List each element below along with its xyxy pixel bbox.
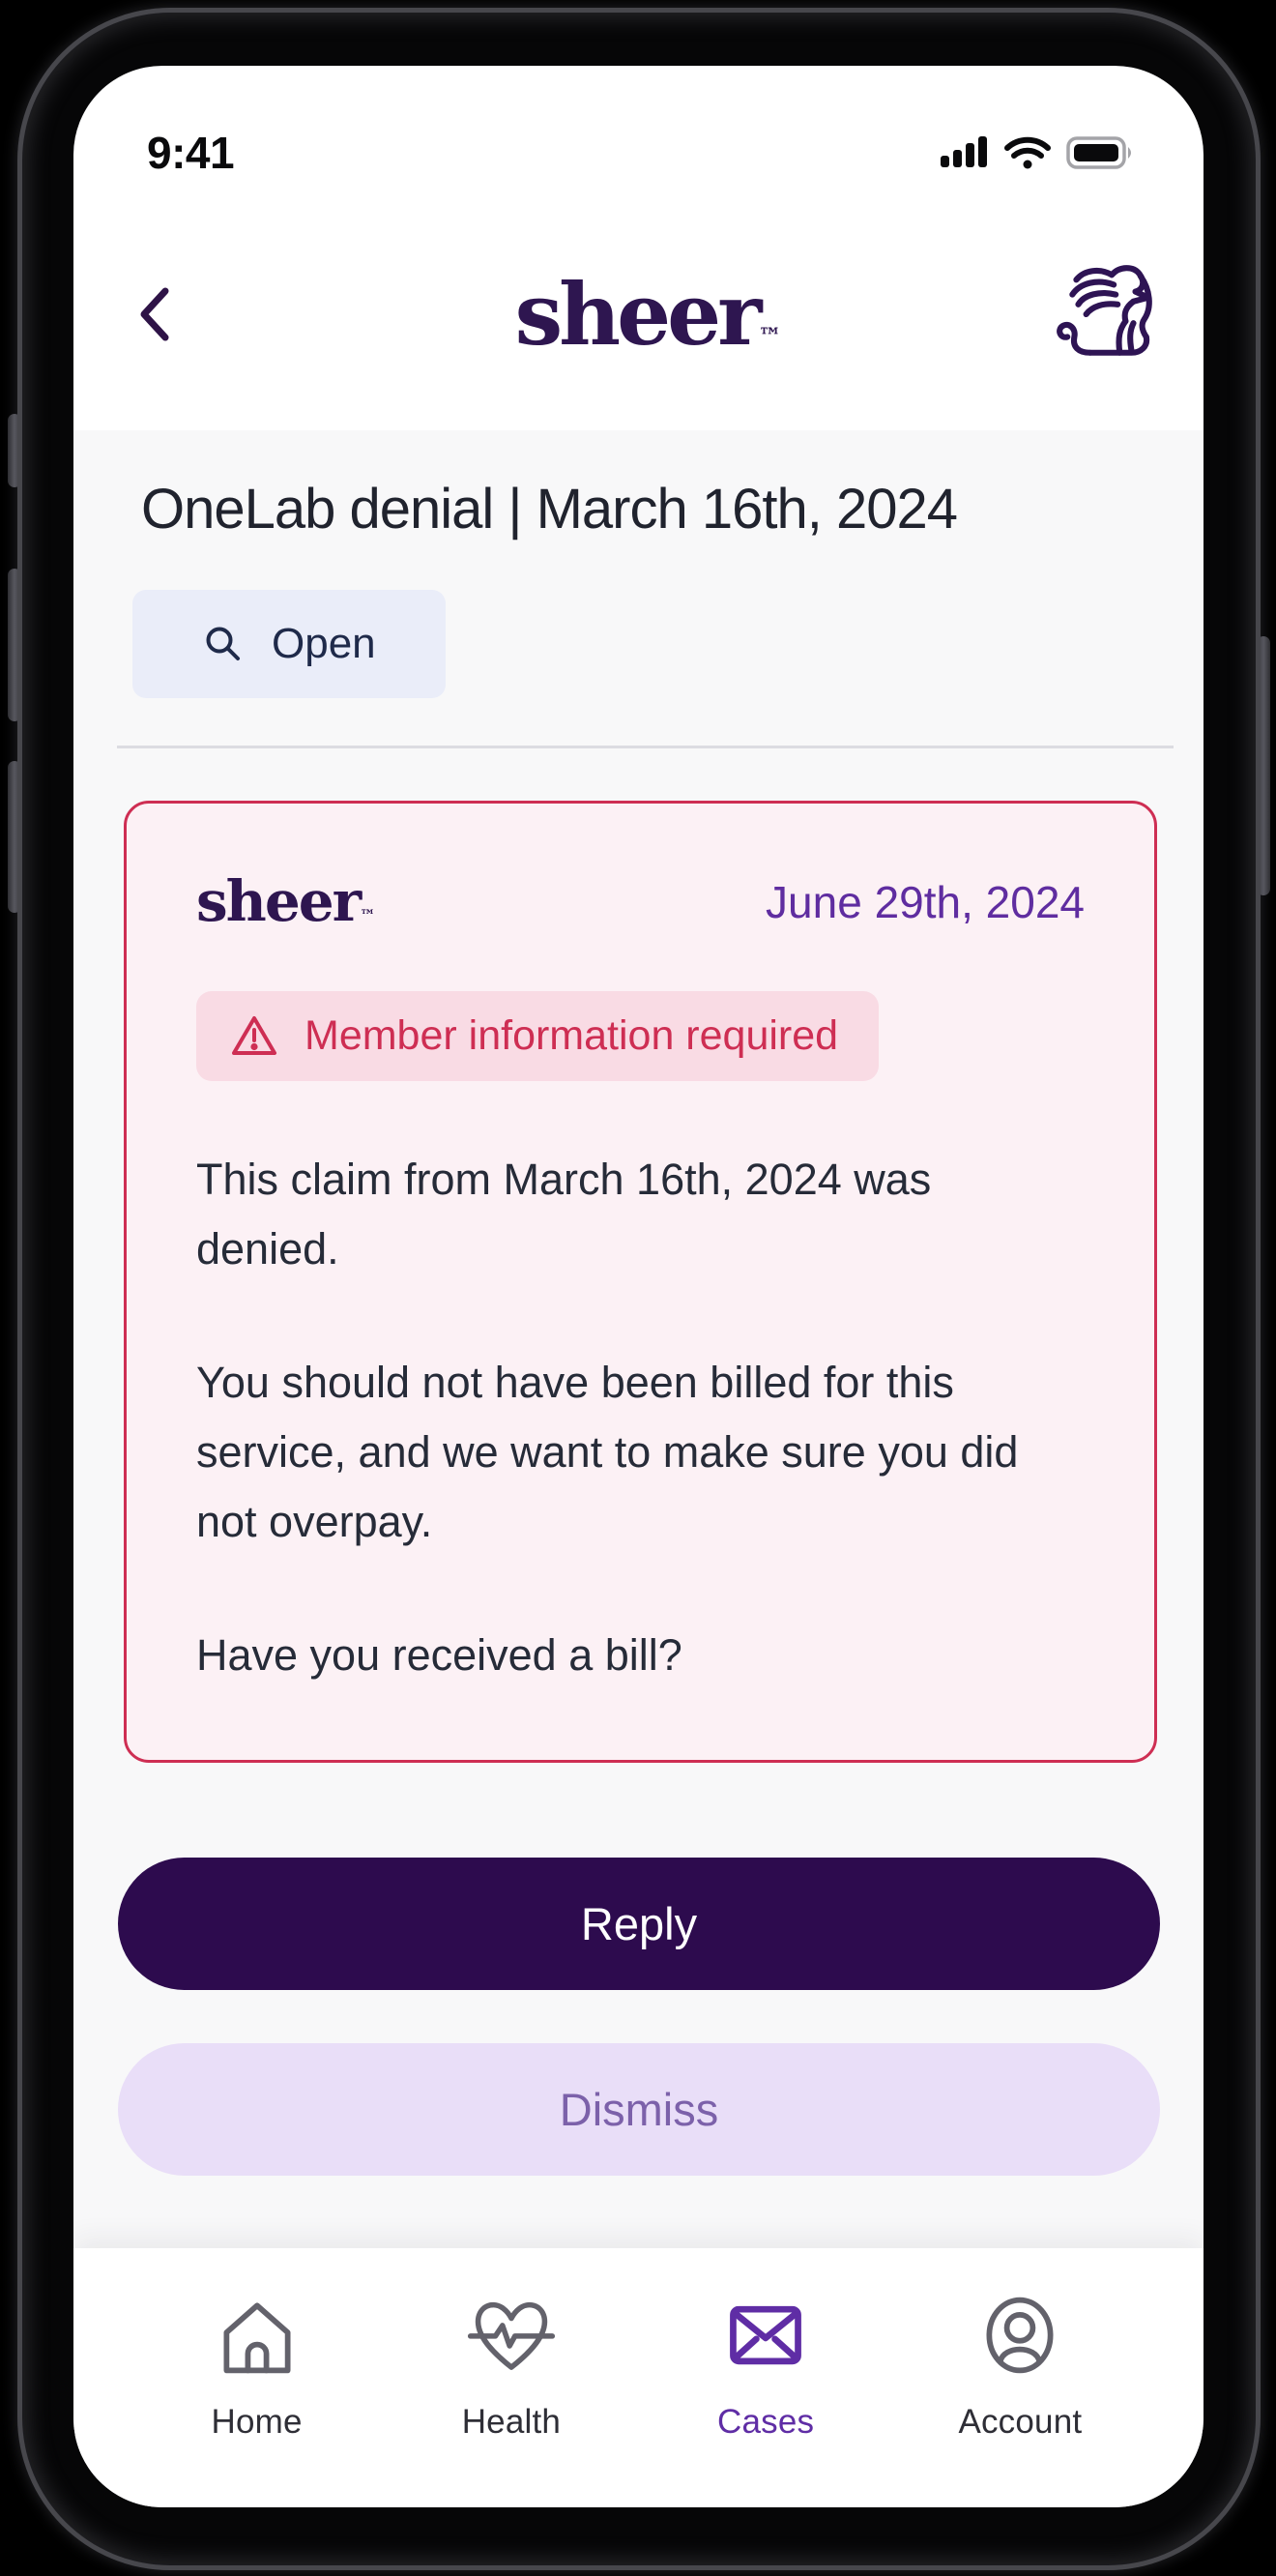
tab-label: Account xyxy=(958,2403,1083,2441)
clock: 9:41 xyxy=(147,128,235,178)
tab-label: Cases xyxy=(717,2403,815,2441)
case-detail-content xyxy=(73,430,1204,2248)
back-button[interactable] xyxy=(135,276,203,353)
phone-frame xyxy=(17,8,1261,2570)
wifi-icon xyxy=(1004,136,1051,169)
brand-logo: sheer™ xyxy=(514,263,782,365)
alert-badge xyxy=(196,991,879,1081)
message-paragraph: You should not have been billed for this service, and we want to make sure you did not overpay. xyxy=(196,1357,1019,1546)
cellular-signal-icon xyxy=(941,136,989,169)
case-title: OneLab denial | March 16th, 2024 xyxy=(141,478,958,541)
reply-button-label: Reply xyxy=(580,1897,698,1949)
tab-health[interactable] xyxy=(384,2248,638,2507)
warning-triangle-icon xyxy=(231,1013,277,1058)
search-icon xyxy=(204,625,243,663)
dismiss-button-label: Dismiss xyxy=(559,2083,719,2135)
battery-icon xyxy=(1066,136,1134,169)
trademark-symbol: ™ xyxy=(758,321,782,350)
case-status-chip[interactable] xyxy=(132,590,446,698)
message-card xyxy=(124,801,1157,1763)
message-paragraph: Have you received a bill? xyxy=(196,1629,682,1680)
tab-cases[interactable] xyxy=(639,2248,893,2507)
tab-label: Home xyxy=(211,2403,303,2441)
trademark-symbol: ™ xyxy=(360,906,376,924)
tab-label: Health xyxy=(461,2403,562,2441)
griffin-icon xyxy=(1055,258,1157,370)
status-chip-row xyxy=(132,590,1204,698)
chevron-left-icon xyxy=(135,284,172,344)
message-card-header xyxy=(196,868,1085,934)
account-icon xyxy=(975,2291,1064,2380)
status-icons xyxy=(941,136,1134,169)
home-icon xyxy=(213,2291,302,2380)
app-screen xyxy=(73,66,1204,2507)
tab-account[interactable] xyxy=(893,2248,1147,2507)
griffin-mascot-button[interactable] xyxy=(1055,254,1161,374)
sender-logo: sheer™ xyxy=(196,868,376,934)
dismiss-button[interactable] xyxy=(118,2043,1160,2176)
reply-button[interactable] xyxy=(118,1858,1160,1990)
divider xyxy=(117,746,1174,748)
tab-bar xyxy=(73,2248,1204,2507)
alert-label: Member information required xyxy=(304,1011,839,1059)
app-header xyxy=(73,211,1204,430)
message-date: June 29th, 2024 xyxy=(766,876,1085,927)
cases-icon xyxy=(721,2291,810,2380)
message-body xyxy=(196,1145,1085,1690)
message-paragraph: This claim from March 16th, 2024 was denied. xyxy=(196,1154,932,1273)
tab-home[interactable] xyxy=(130,2248,384,2507)
case-status-label: Open xyxy=(272,620,376,667)
status-bar xyxy=(73,66,1204,211)
health-icon xyxy=(467,2291,556,2380)
